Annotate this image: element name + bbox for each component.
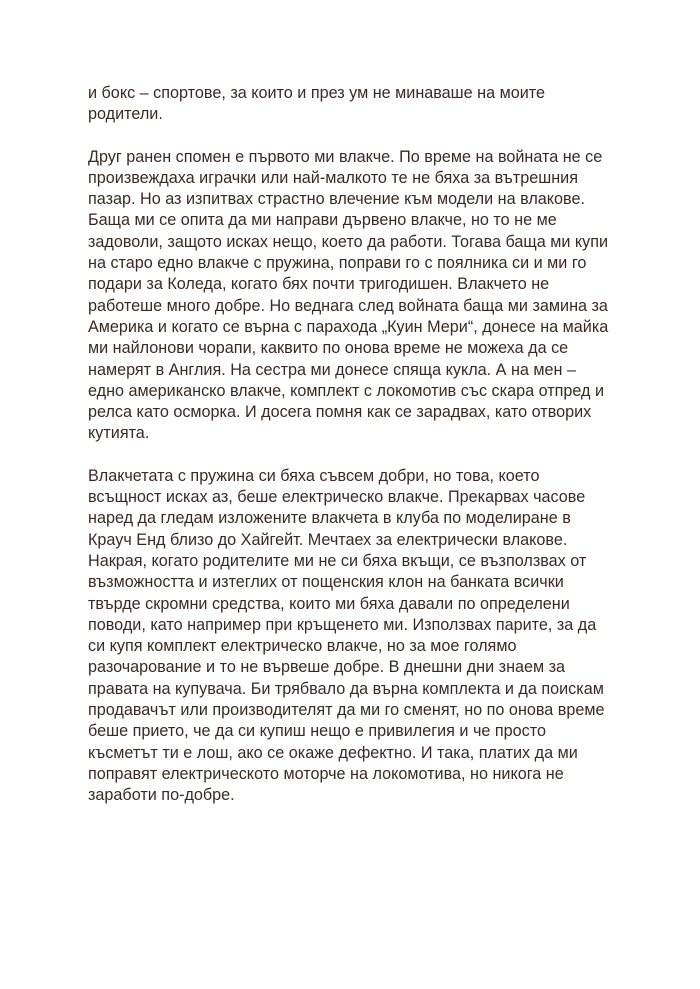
text-line: си купя комплект електрическо влакче, но за мое голямо [88,637,517,656]
paragraph-2 [88,147,688,445]
text-line: Влакчетата с пружина си бяха съвсем добри, но това, което [88,466,540,485]
text-line: заработи по-добре. [88,786,235,805]
text-line: кутията. [88,424,150,443]
text-line: на старо едно влакче с пружина, поправи го с поялника си и ми го [88,254,587,273]
text-line: подари за Коледа, когато бях почти тригодишен. Влакчето не [88,275,550,294]
text-line: наред да гледам изложените влакчета в клуба по моделиране в [88,509,571,528]
text-line: ми найлонови чорапи, каквито по онова време не можеха да се [88,339,569,358]
text-line: Накрая, когато родителите ми не си бяха вкъщи, се възползвах от [88,551,587,570]
text-line: поправят електрическото моторче на локомотива, но никога не [88,764,564,783]
text-line: намерят в Англия. На сестра ми донесе спяща кукла. А на мен – [88,360,576,379]
text-line: релса като осморка. И досега помня как се зарадвах, като отворих [88,403,592,422]
text-line: Баща ми се опита да ми направи дървено влакче, но то не ме [88,211,557,230]
text-line: правата на купувача. Би трябвало да върна комплекта и да поискам [88,679,604,698]
text-line: задоволи, защото исках нещо, което да работи. Тогава баща ми купи [88,232,609,251]
text-line: беше прието, че да си купиш нещо е привилегия и че просто [88,722,547,741]
text-line: възможността и изтеглих от пощенския клон на банката всички [88,573,564,592]
text-line: и бокс – спортове, за които и през ум не минаваше на моите [88,84,546,102]
text-line: всъщност исках аз, беше електрическо влакче. Прекарвах часове [88,488,586,507]
text-line: разочарование и то не вървеше добре. В днешни дни знаем за [88,658,566,677]
text-line: късметът ти е лош, ако се окаже дефектно. И така, платих да ми [88,743,578,762]
paragraph-3 [88,466,688,807]
body-text [88,83,688,828]
text-line: произвеждаха играчки или най-малкото те не бяха за вътрешния [88,168,578,187]
text-line: твърде скромни средства, които ми бяха давали по определени [88,594,570,613]
text-line: едно американско влакче, комплект с локомотив със скара отпред и [88,381,605,400]
text-line: Крауч Енд близо до Хайгейт. Мечтаех за електрически влакове. [88,530,568,549]
text-line: Америка и когато се върна с парахода „Куин Мери“, донесе на майка [88,317,609,336]
paragraph-1 [88,83,688,126]
text-line: пазар. Но аз изпитвах страстно влечение към модели на влакове. [88,190,585,209]
text-line: Друг ранен спомен е първото ми влакче. По време на войната не се [88,147,603,166]
text-line: работеше много добре. Но веднага след войната баща ми замина за [88,296,608,315]
text-line: родители. [88,105,163,124]
text-line: поводи, като например при кръщенето ми. Използвах парите, за да [88,615,597,634]
text-line: продавачът или производителят да ми го сменят, но по онова време [88,701,605,720]
